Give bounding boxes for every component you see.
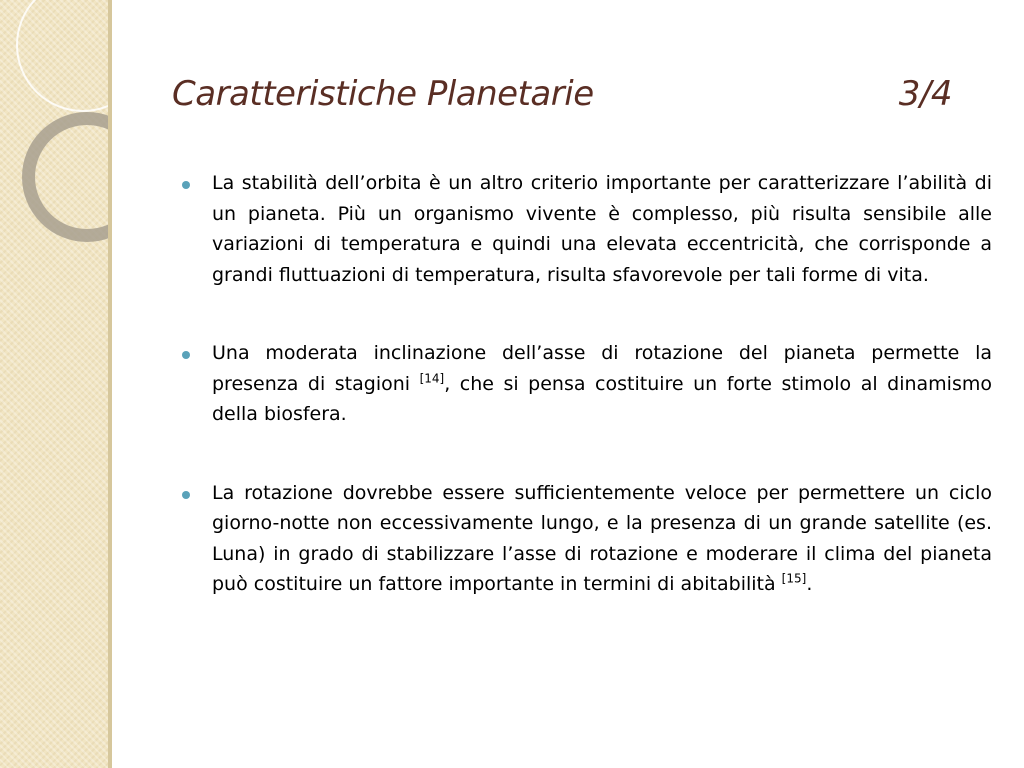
bullet-item	[178, 168, 992, 290]
decorative-ring-thick	[22, 112, 112, 242]
sidebar-edge-line	[108, 0, 112, 768]
bullet-text: La rotazione dovrebbe essere sufficientemente veloce per permettere un ciclo giorno-notte non eccessivamente lungo, e la presenza di un grande satellite (es. Luna) in grado di stabilizzare l’asse di rotazione e moderare il clima del pianeta può costituire un fattore importante in termini di abitabilità	[212, 481, 992, 595]
bullet-item	[178, 478, 992, 600]
bullet-list	[178, 168, 992, 600]
citation-ref: [14]	[419, 371, 445, 386]
decorative-ring-thin	[16, 0, 112, 112]
slide-title-text: Caratteristiche Planetarie	[172, 74, 594, 114]
bullet-text-continued: , che si pensa costituire un forte stimolo al dinamismo della biosfera.	[212, 372, 992, 425]
bullet-dot-icon	[182, 491, 190, 499]
slide-title	[172, 74, 952, 114]
bullet-dot-icon	[182, 181, 190, 189]
bullet-text-continued: .	[806, 573, 813, 595]
bullet-text: Una moderata inclinazione dell’asse di rotazione del pianeta permette la presenza di stagioni	[212, 342, 992, 395]
citation-ref: [15]	[781, 571, 807, 586]
bullet-text: La stabilità dell’orbita è un altro criterio importante per caratterizzare l’abilità di un pianeta. Più un organismo vivente è complesso, più risulta sensibile alle variazioni di temperatura e quindi una elevata eccentricità, che corrisponde a grandi fluttuazioni di temperatura, risulta sfavorevole per tali forme di vita.	[212, 172, 992, 286]
bullet-item	[178, 338, 992, 430]
bullet-dot-icon	[182, 351, 190, 359]
slide-page-number: 3/4	[898, 74, 952, 114]
decorative-sidebar	[0, 0, 112, 768]
